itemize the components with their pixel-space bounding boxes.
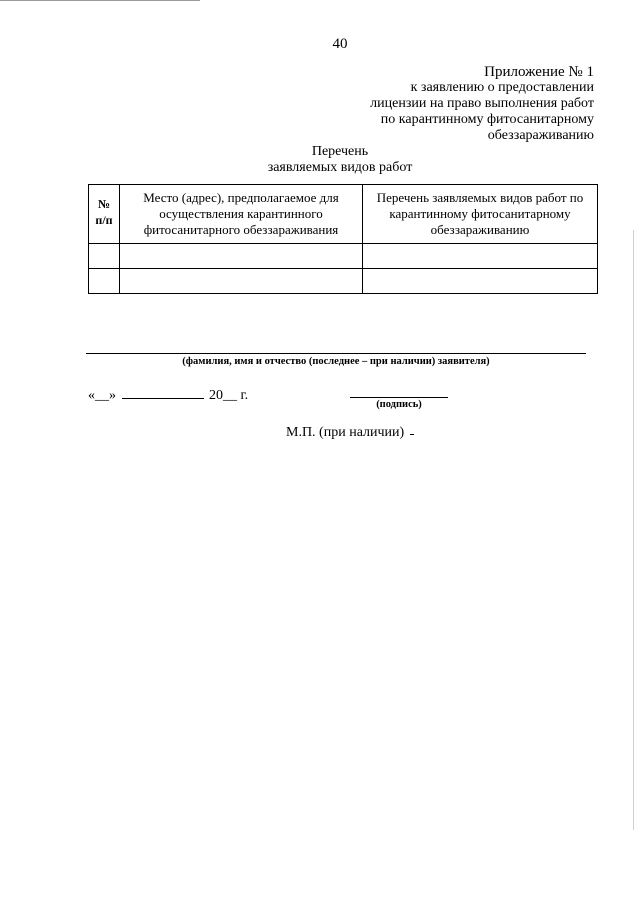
table-cell[interactable] — [363, 244, 598, 269]
table-header-row — [89, 185, 598, 244]
table-cell[interactable] — [363, 269, 598, 294]
appendix-line: к заявлению о предоставлении — [410, 80, 594, 95]
table-cell[interactable] — [120, 244, 363, 269]
sign-caption: (подпись) — [376, 399, 422, 410]
name-caption: (фамилия, имя и отчество (последнее – при наличии) заявителя) — [182, 356, 490, 367]
appendix-line: по карантинному фитосанитарному — [380, 112, 594, 127]
list-heading-title: Перечень — [311, 144, 369, 159]
date-year: 20__ г. — [209, 388, 249, 403]
table-cell[interactable] — [89, 269, 120, 294]
list-heading — [0, 144, 640, 176]
scan-edge-top — [0, 0, 200, 3]
header-place: Место (адрес), предполагаемое для осуществления карантинного фитосанитарного обеззараживания — [120, 185, 363, 244]
appendix-block — [264, 64, 594, 144]
name-signature-line — [86, 353, 586, 354]
header-works: Перечень заявляемых видов работ по карантинному фитосанитарному обеззараживанию — [363, 185, 598, 244]
page-number: 40 — [332, 36, 348, 52]
date-row — [88, 384, 248, 404]
table-cell[interactable] — [120, 269, 363, 294]
works-table — [88, 184, 598, 294]
table-row — [89, 269, 598, 294]
appendix-title: Приложение № 1 — [484, 64, 594, 80]
scan-edge-right — [633, 230, 634, 830]
stamp-placeholder: М.П. (при наличии) — [286, 425, 405, 440]
table-row — [89, 244, 598, 269]
sign-line — [350, 397, 448, 398]
header-number: № п/п — [89, 185, 120, 244]
table-cell[interactable] — [89, 244, 120, 269]
list-heading-subtitle: заявляемых видов работ — [267, 160, 413, 175]
date-day: «__» — [88, 388, 116, 403]
stamp-mark — [410, 434, 414, 435]
date-month-blank — [122, 384, 204, 399]
appendix-line: обеззараживанию — [487, 128, 594, 143]
appendix-line: лицензии на право выполнения работ — [370, 96, 594, 111]
